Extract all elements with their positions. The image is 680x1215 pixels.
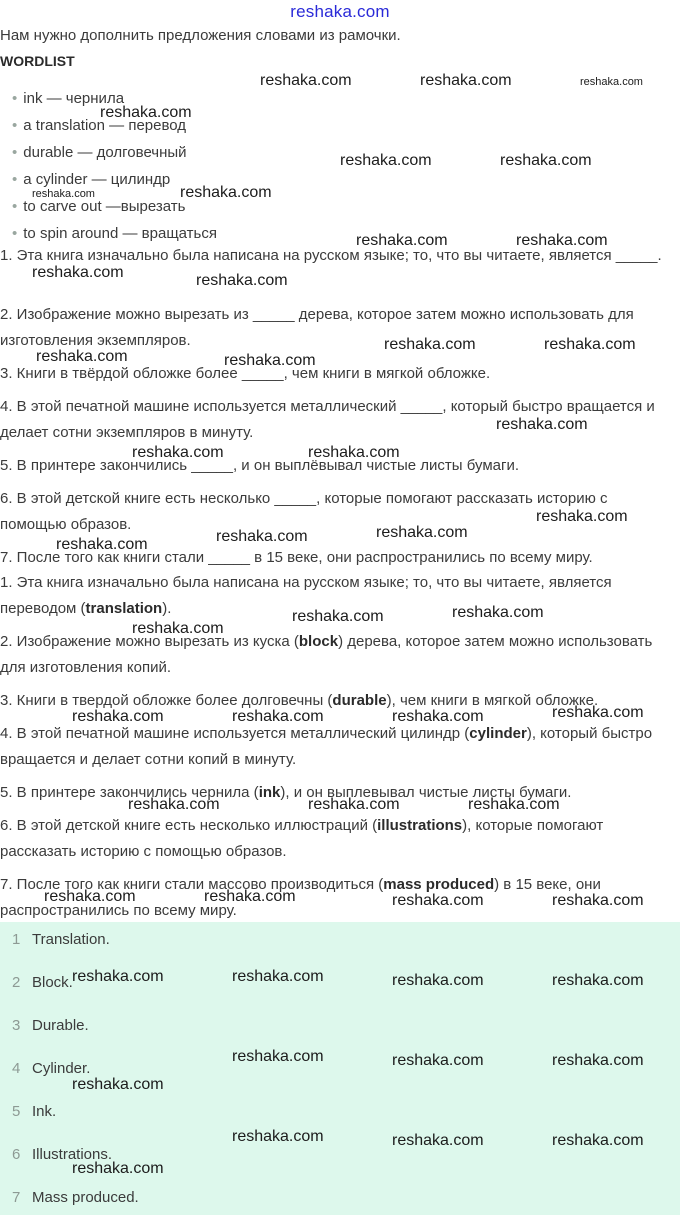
watermark: reshaka.com bbox=[420, 72, 512, 89]
watermark: reshaka.com bbox=[308, 796, 400, 813]
watermark: reshaka.com bbox=[376, 524, 468, 541]
watermark: reshaka.com bbox=[32, 264, 124, 281]
watermark: reshaka.com bbox=[72, 968, 164, 985]
answer-list-item: 3 Durable. bbox=[12, 1017, 89, 1034]
answer-keyword: cylinder bbox=[469, 725, 527, 742]
watermark: reshaka.com bbox=[32, 188, 95, 200]
watermark: reshaka.com bbox=[552, 892, 644, 909]
bullet-icon: • bbox=[12, 90, 18, 107]
watermark: reshaka.com bbox=[552, 972, 644, 989]
question-7: 7. После того как книги стали _____ в 15 веке, они распространились по всему миру. bbox=[0, 549, 593, 566]
watermark: reshaka.com bbox=[544, 336, 636, 353]
watermark: reshaka.com bbox=[56, 536, 148, 553]
watermark: reshaka.com bbox=[292, 608, 384, 625]
watermark: reshaka.com bbox=[392, 972, 484, 989]
wordlist-title: WORDLIST bbox=[0, 53, 75, 69]
answer-list-item: 2 Block. bbox=[12, 974, 73, 991]
answer-keyword: durable bbox=[332, 692, 387, 709]
watermark: reshaka.com bbox=[552, 1132, 644, 1149]
answer-list-item: 6 Illustrations. bbox=[12, 1146, 113, 1163]
watermark: reshaka.com bbox=[132, 444, 224, 461]
watermark: reshaka.com bbox=[72, 708, 164, 725]
wordlist-item: • ink — чернила bbox=[12, 90, 125, 107]
watermark: reshaka.com bbox=[100, 104, 192, 121]
answer-keyword: block bbox=[298, 633, 339, 650]
watermark: reshaka.com bbox=[552, 704, 644, 721]
watermark: reshaka.com bbox=[468, 796, 560, 813]
watermark: reshaka.com bbox=[452, 604, 544, 621]
watermark: reshaka.com bbox=[224, 352, 316, 369]
answer-sentence-6: 6. В этой детской книге есть несколько иллюстраций (illustrations), которые помогают рассказать историю с помощью образов. bbox=[0, 817, 604, 860]
answer-sentence-5: 5. В принтере закончились чернила (ink), и он выплевывал чистые листы бумаги. bbox=[0, 784, 572, 801]
watermark: reshaka.com bbox=[500, 152, 592, 169]
watermark: reshaka.com bbox=[180, 184, 272, 201]
bullet-icon: • bbox=[12, 117, 18, 134]
watermark: reshaka.com bbox=[384, 336, 476, 353]
question-4: 4. В этой печатной машине используется металлический _____, который быстро вращается и делает сотни экземпляров в минуту. bbox=[0, 398, 655, 441]
bullet-icon: • bbox=[12, 171, 18, 188]
answer-list-item: 4 Cylinder. bbox=[12, 1060, 91, 1077]
watermark: reshaka.com bbox=[392, 892, 484, 909]
wordlist-item: • to spin around — вращаться bbox=[12, 225, 217, 242]
answer-keyword: translation bbox=[85, 600, 163, 617]
watermark: reshaka.com bbox=[260, 72, 352, 89]
watermark: reshaka.com bbox=[308, 444, 400, 461]
watermark: reshaka.com bbox=[232, 708, 324, 725]
watermark: reshaka.com bbox=[392, 1132, 484, 1149]
intro-text: Нам нужно дополнить предложения словами из рамочки. bbox=[0, 27, 401, 44]
watermark: reshaka.com bbox=[132, 620, 224, 637]
question-6: 6. В этой детской книге есть несколько _____, которые помогают рассказать историю с помощью образов. bbox=[0, 490, 608, 533]
answer-sentence-3: 3. Книги в твердой обложке более долговечны (durable), чем книги в мягкой обложке. bbox=[0, 692, 599, 709]
watermark: reshaka.com bbox=[232, 1128, 324, 1145]
watermark: reshaka.com bbox=[232, 968, 324, 985]
watermark: reshaka.com bbox=[44, 888, 136, 905]
watermark: reshaka.com bbox=[72, 1076, 164, 1093]
watermark: reshaka.com bbox=[36, 348, 128, 365]
watermark: reshaka.com bbox=[72, 1160, 164, 1177]
bullet-icon: • bbox=[12, 198, 18, 215]
watermark: reshaka.com bbox=[516, 232, 608, 249]
bullet-icon: • bbox=[12, 144, 18, 161]
watermark: reshaka.com bbox=[356, 232, 448, 249]
watermark: reshaka.com bbox=[340, 152, 432, 169]
answer-sentence-1: 1. Эта книга изначально была написана на русском языке; то, что вы читаете, является переводом (translation). bbox=[0, 574, 612, 617]
question-5: 5. В принтере закончились _____, и он выплёвывал чистые листы бумаги. bbox=[0, 457, 519, 474]
watermark: reshaka.com bbox=[496, 416, 588, 433]
watermark: reshaka.com bbox=[128, 796, 220, 813]
question-1: 1. Эта книга изначально была написана на русском языке; то, что вы читаете, является _____. bbox=[0, 247, 662, 264]
bullet-icon: • bbox=[12, 225, 18, 242]
watermark: reshaka.com bbox=[196, 272, 288, 289]
answer-list-item: 5 Ink. bbox=[12, 1103, 57, 1120]
watermark: reshaka.com bbox=[392, 1052, 484, 1069]
answer-keyword: mass produced bbox=[383, 876, 495, 893]
answer-keyword: illustrations bbox=[377, 817, 463, 834]
watermark: reshaka.com bbox=[580, 76, 643, 88]
watermark: reshaka.com bbox=[392, 708, 484, 725]
answer-sentence-7: 7. После того как книги стали массово производиться (mass produced) в 15 веке, они распространились по всему миру. bbox=[0, 876, 601, 919]
wordlist-item: • a translation — перевод bbox=[12, 117, 187, 134]
wordlist-item: • durable — долговечный bbox=[12, 144, 187, 161]
answer-sentence-4: 4. В этой печатной машине используется металлический цилиндр (cylinder), который быстро вращается и делает сотни копий в минуту. bbox=[0, 725, 653, 768]
watermark: reshaka.com bbox=[552, 1052, 644, 1069]
watermark: reshaka.com bbox=[232, 1048, 324, 1065]
site-header-link[interactable]: reshaka.com bbox=[290, 2, 390, 21]
watermark: reshaka.com bbox=[216, 528, 308, 545]
answer-keyword: ink bbox=[258, 784, 281, 801]
watermark: reshaka.com bbox=[204, 888, 296, 905]
question-3: 3. Книги в твёрдой обложке более _____, чем книги в мягкой обложке. bbox=[0, 365, 491, 382]
answer-list-item: 7 Mass produced. bbox=[12, 1189, 139, 1206]
wordlist-item: • to carve out —вырезать bbox=[12, 198, 186, 215]
wordlist-item: • a cylinder — цилиндр bbox=[12, 171, 171, 188]
answer-sentence-2: 2. Изображение можно вырезать из куска (block) дерева, которое затем можно использовать для изготовления копий. bbox=[0, 633, 653, 676]
watermark: reshaka.com bbox=[536, 508, 628, 525]
question-2: 2. Изображение можно вырезать из _____ дерева, которое затем можно использовать для изготовления экземпляров. bbox=[0, 306, 634, 349]
answer-list-item: 1 Translation. bbox=[12, 931, 110, 948]
